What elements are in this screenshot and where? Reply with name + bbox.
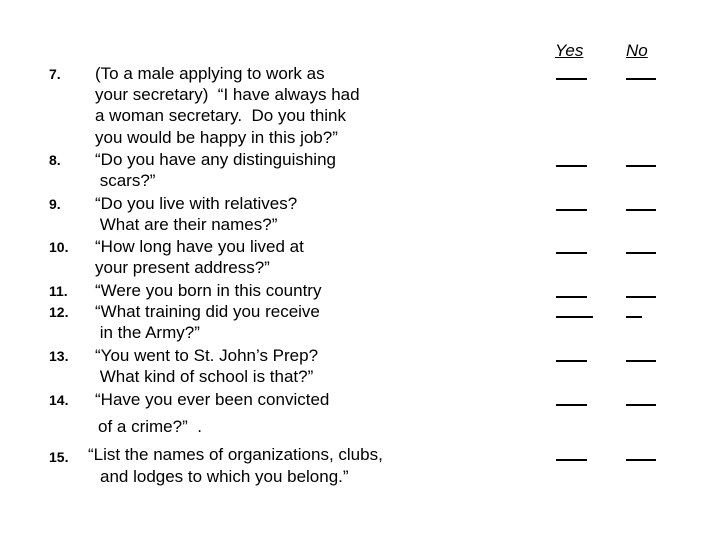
- no-answer-blank-13[interactable]: [626, 360, 656, 362]
- item-number-14: 14.: [49, 392, 69, 408]
- item-12-line-1: “What training did you receive: [95, 302, 320, 321]
- no-answer-blank-10[interactable]: [626, 252, 656, 254]
- item-15-line-2: and lodges to which you belong.”: [100, 467, 349, 486]
- item-14-line-1: “Have you ever been convicted: [95, 390, 330, 409]
- item-7-line-1: (To a male applying to work as: [95, 64, 325, 83]
- yes-answer-blank-11[interactable]: [556, 296, 587, 298]
- item-8-line-1: “Do you have any distinguishing: [95, 150, 336, 169]
- item-7-line-3: a woman secretary. Do you think: [95, 106, 347, 125]
- item-13-line-1: “You went to St. John’s Prep?: [95, 346, 319, 365]
- no-answer-blank-15[interactable]: [626, 459, 656, 461]
- no-answer-blank-12[interactable]: [626, 316, 642, 318]
- no-answer-blank-11[interactable]: [626, 296, 656, 298]
- item-7-line-2: your secretary) “I have always had: [95, 85, 360, 104]
- item-15-line-1: “List the names of organizations, clubs,: [88, 445, 383, 464]
- item-number-8: 8.: [49, 152, 61, 168]
- yes-answer-blank-15[interactable]: [556, 459, 587, 461]
- no-column-header: No: [626, 41, 648, 60]
- item-number-13: 13.: [49, 348, 69, 364]
- item-number-12: 12.: [49, 304, 69, 320]
- item-13-line-2: What kind of school is that?”: [95, 367, 314, 386]
- no-answer-blank-7[interactable]: [626, 78, 656, 80]
- item-number-15: 15.: [49, 449, 69, 465]
- item-10-line-1: “How long have you lived at: [95, 237, 304, 256]
- item-number-10: 10.: [49, 239, 69, 255]
- item-10-line-2: your present address?”: [95, 258, 270, 277]
- no-answer-blank-9[interactable]: [626, 209, 656, 211]
- item-7-line-4: you would be happy in this job?”: [95, 128, 338, 147]
- item-11-line-1: “Were you born in this country: [95, 281, 322, 300]
- item-9-line-1: “Do you live with relatives?: [95, 194, 298, 213]
- yes-answer-blank-9[interactable]: [556, 209, 587, 211]
- item-8-line-2: scars?”: [95, 171, 156, 190]
- yes-answer-blank-14[interactable]: [556, 404, 587, 406]
- item-14-line-2: of a crime?” .: [98, 417, 202, 436]
- yes-answer-blank-12[interactable]: [556, 316, 593, 318]
- no-answer-blank-8[interactable]: [626, 165, 656, 167]
- yes-answer-blank-8[interactable]: [556, 165, 587, 167]
- item-12-line-2: in the Army?”: [95, 323, 200, 342]
- item-number-9: 9.: [49, 196, 61, 212]
- yes-answer-blank-7[interactable]: [556, 78, 587, 80]
- yes-answer-blank-10[interactable]: [556, 252, 587, 254]
- yes-answer-blank-13[interactable]: [556, 360, 587, 362]
- item-9-line-2: What are their names?”: [95, 215, 278, 234]
- no-answer-blank-14[interactable]: [626, 404, 656, 406]
- item-number-7: 7.: [49, 66, 61, 82]
- yes-column-header: Yes: [555, 41, 584, 60]
- item-number-11: 11.: [49, 283, 68, 299]
